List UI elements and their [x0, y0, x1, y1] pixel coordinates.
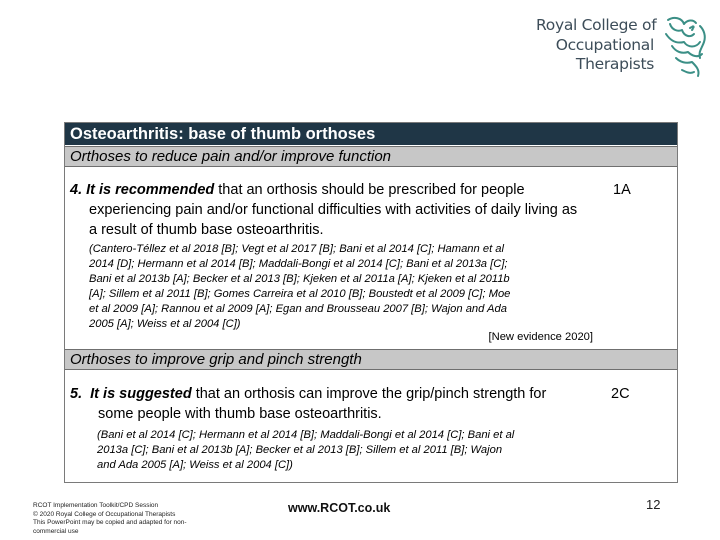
- references: (Bani et al 2014 [C]; Hermann et al 2014 [B]; Maddali-Bongi et al 2014 [C]; Bani et al 2013a [C]; Bani et al 2013b [A]; Becker et al 2013 [B]; Sillem et al 2011 [B]; Wajon and Ada 2005 [A]; Weiss et al 2004 [C]): [97, 429, 515, 471]
- section-heading: Orthoses to improve grip and pinch strength: [65, 349, 677, 370]
- website-link[interactable]: www.RCOT.co.uk: [288, 501, 391, 515]
- recommendation-lead: It is suggested: [90, 386, 192, 402]
- recommendation-text: that an orthosis should be prescribed for people experiencing pain and/or functional difficulties with activities of daily living as a result of thumb base osteoarthritis.: [89, 182, 578, 238]
- rcot-logo: [536, 14, 712, 80]
- recommendation-number: 5.: [70, 386, 83, 402]
- logo-wordmark: [536, 16, 657, 75]
- panel-title: Osteoarthritis: base of thumb orthoses: [65, 123, 677, 145]
- recommendation-4: [70, 180, 585, 240]
- page-number: 12: [646, 497, 661, 512]
- evidence-grade: 2C: [611, 386, 630, 402]
- footer-line: This PowerPoint may be copied and adapted for non-: [33, 519, 187, 526]
- footer-line: commercial use: [33, 527, 79, 535]
- footer-copyright: [33, 502, 223, 536]
- evidence-grade: 1A: [613, 182, 631, 198]
- section-heading: Orthoses to reduce pain and/or improve function: [65, 146, 677, 167]
- footer-line: © 2020 Royal College of Occupational Therapists: [33, 510, 176, 518]
- recommendation-lead: It is recommended: [86, 182, 215, 198]
- footer-line: RCOT Implementation Toolkit/CPD Session: [33, 502, 159, 509]
- evidence-note: [New evidence 2020]: [488, 331, 593, 343]
- rcot-crest-icon: [660, 14, 710, 80]
- references: (Cantero-Téllez et al 2018 [B]; Vegt et al 2017 [B]; Bani et al 2014 [C]; Hamann et al 2014 [D]; Hermann et al 2014 [B]; Maddali-Bongi et al 2014 [C]; Bani et al 2013a [C]; Bani et al 2013b [A]; Becker et al 2013 [B]; Kjeken et al 2011a [A]; Kjeken et al 2011b [A]; Sillem et al 2011 [B]; Gomes Carreira et al 2010 [B]; Boustedt et al 2009 [C]; Moe et al 2009 [A]; Rannou et al 2009 [A]; Egan and Brousseau 2007 [B]; Wajon and Ada 2005 [A]; Weiss et al 2004 [C]): [89, 243, 511, 330]
- recommendation-number: 4.: [70, 182, 83, 198]
- recommendation-text: that an orthosis can improve the grip/pinch strength for some people with thumb base osteoarthritis.: [98, 386, 547, 422]
- recommendation-panel: [64, 122, 678, 483]
- logo-line: Occupational: [555, 35, 654, 54]
- logo-line: Therapists: [575, 55, 654, 73]
- recommendation-5: [70, 384, 585, 424]
- logo-line: Royal College of: [536, 16, 657, 34]
